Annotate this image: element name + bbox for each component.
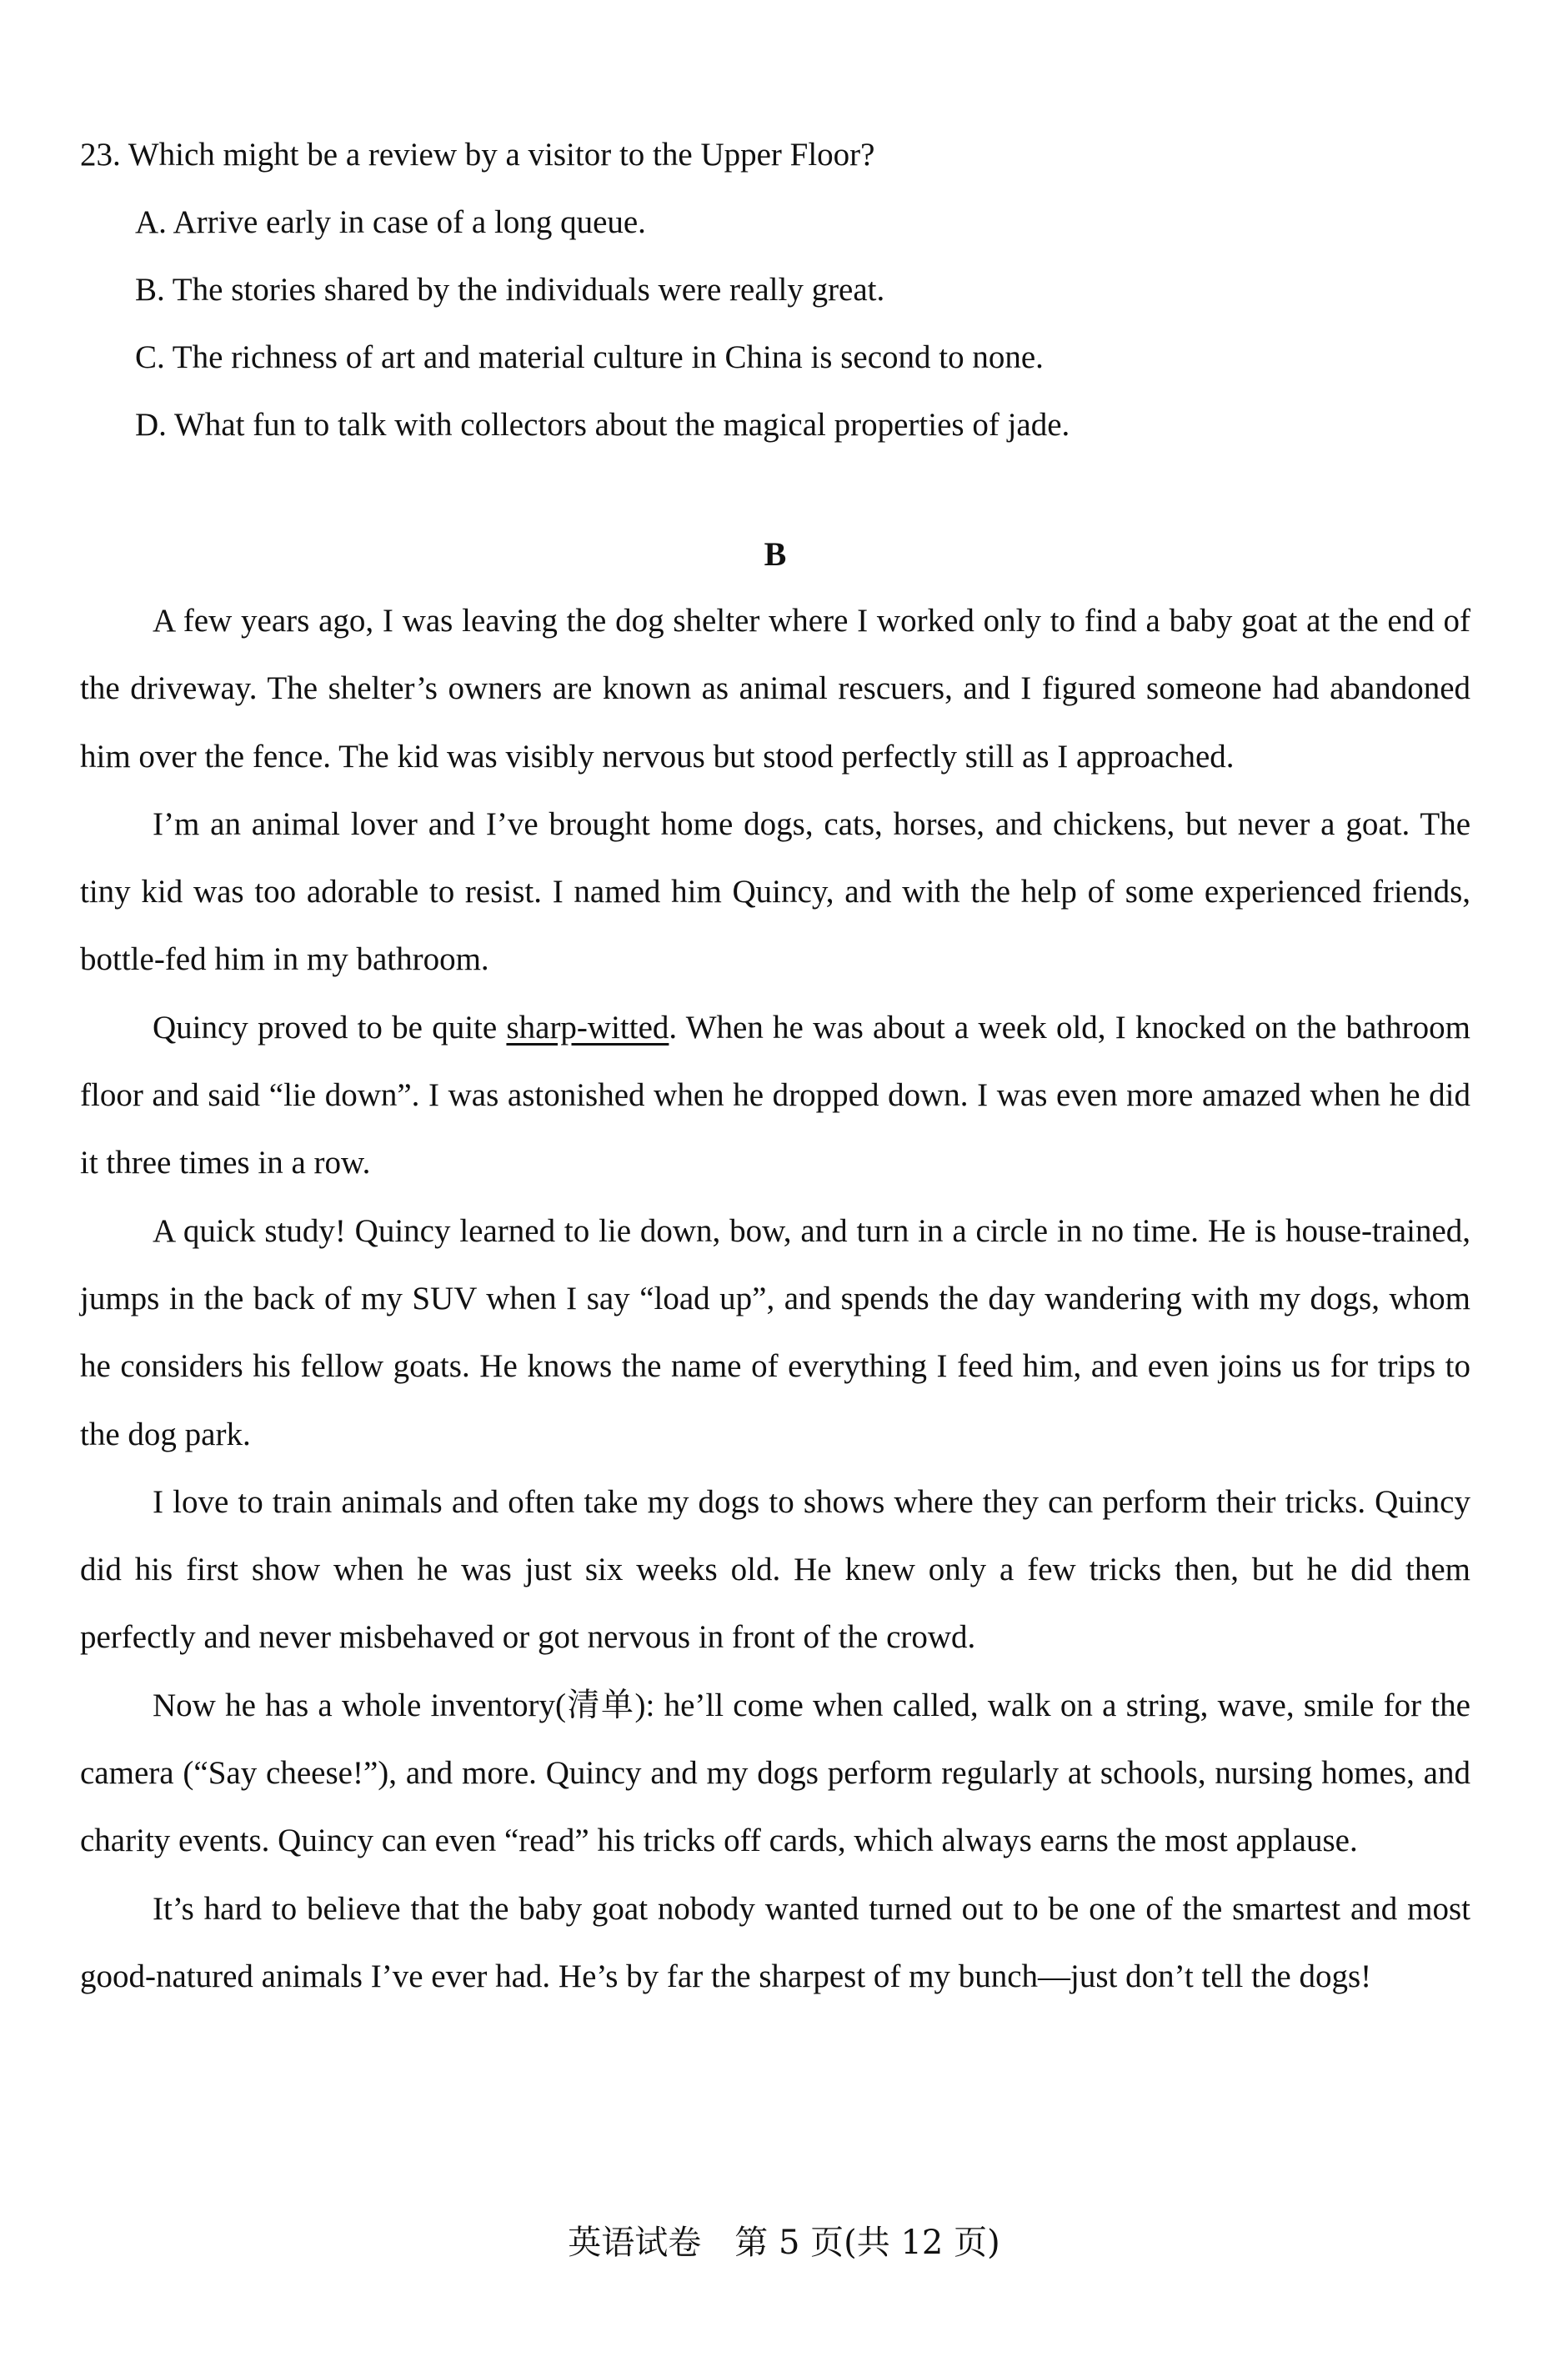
question-stem: 23. Which might be a review by a visitor to the Upper Floor?: [80, 137, 875, 173]
paragraph-7: It’s hard to believe that the baby goat nobody wanted turned out to be one of the smartest and most good-natured animals I’ve ever had. He’s by far the sharpest of my bunch—just don’t tell the dogs!: [80, 1890, 1470, 1994]
paragraph-1: A few years ago, I was leaving the dog shelter where I worked only to find a baby goat at the end of the driveway. The shelter’s owners are known as animal rescuers, and I figured someone had abandoned him over the fence. The kid was visibly nervous but stood perfectly still as I approached.: [80, 603, 1470, 775]
page-footer: 英语试卷 第 5 页(共 12 页): [568, 2224, 1000, 2262]
paragraph-3-end: . When he was about a week old, I knocked on the bathroom floor and said “lie down”. I was astonished when he dropped down. I was even more amazed when he did it three times in a row.: [80, 1009, 1470, 1181]
underlined-word: sharp-witted: [506, 1009, 669, 1046]
paragraph-5: I love to train animals and often take my dogs to shows where they can perform their tricks. Quincy did his first show when he was just six weeks old. He knew only a few tricks then, but he did them perfectly and never misbehaved or got nervous in front of the crowd.: [80, 1483, 1470, 1656]
paragraph-3-start: Quincy proved to be quite: [153, 1009, 507, 1046]
option-b: B. The stories shared by the individuals were really great.: [135, 272, 885, 308]
option-c: C. The richness of art and material culture in China is second to none.: [135, 339, 1044, 375]
question-23: [80, 121, 1470, 459]
paragraph-4: A quick study! Quincy learned to lie down, bow, and turn in a circle in no time. He is house-trained, jumps in the back of my SUV when I say “load up”, and spends the day wandering with my dogs, whom he considers his fellow goats. He knows the name of everything I feed him, and even joins us for trips to the dog park.: [80, 1212, 1470, 1452]
paragraph-6: Now he has a whole inventory(清单): he’ll come when called, walk on a string, wave, smile for the camera (“Say cheese!”), and more. Quincy and my dogs perform regularly at schools, nursing homes, and charity events. Quincy can even “read” his tricks off cards, which always earns the most applause.: [80, 1687, 1470, 1859]
option-d: D. What fun to talk with collectors about the magical properties of jade.: [135, 407, 1070, 443]
section-heading: B: [764, 535, 787, 573]
paragraph-2: I’m an animal lover and I’ve brought home dogs, cats, horses, and chickens, but never a goat. The tiny kid was too adorable to resist. I named him Quincy, and with the help of some experienced friends, bottle-fed him in my bathroom.: [80, 805, 1470, 978]
reading-passage: [80, 587, 1470, 2010]
option-a: A. Arrive early in case of a long queue.: [135, 204, 646, 240]
paragraph-3: [80, 994, 1470, 1197]
